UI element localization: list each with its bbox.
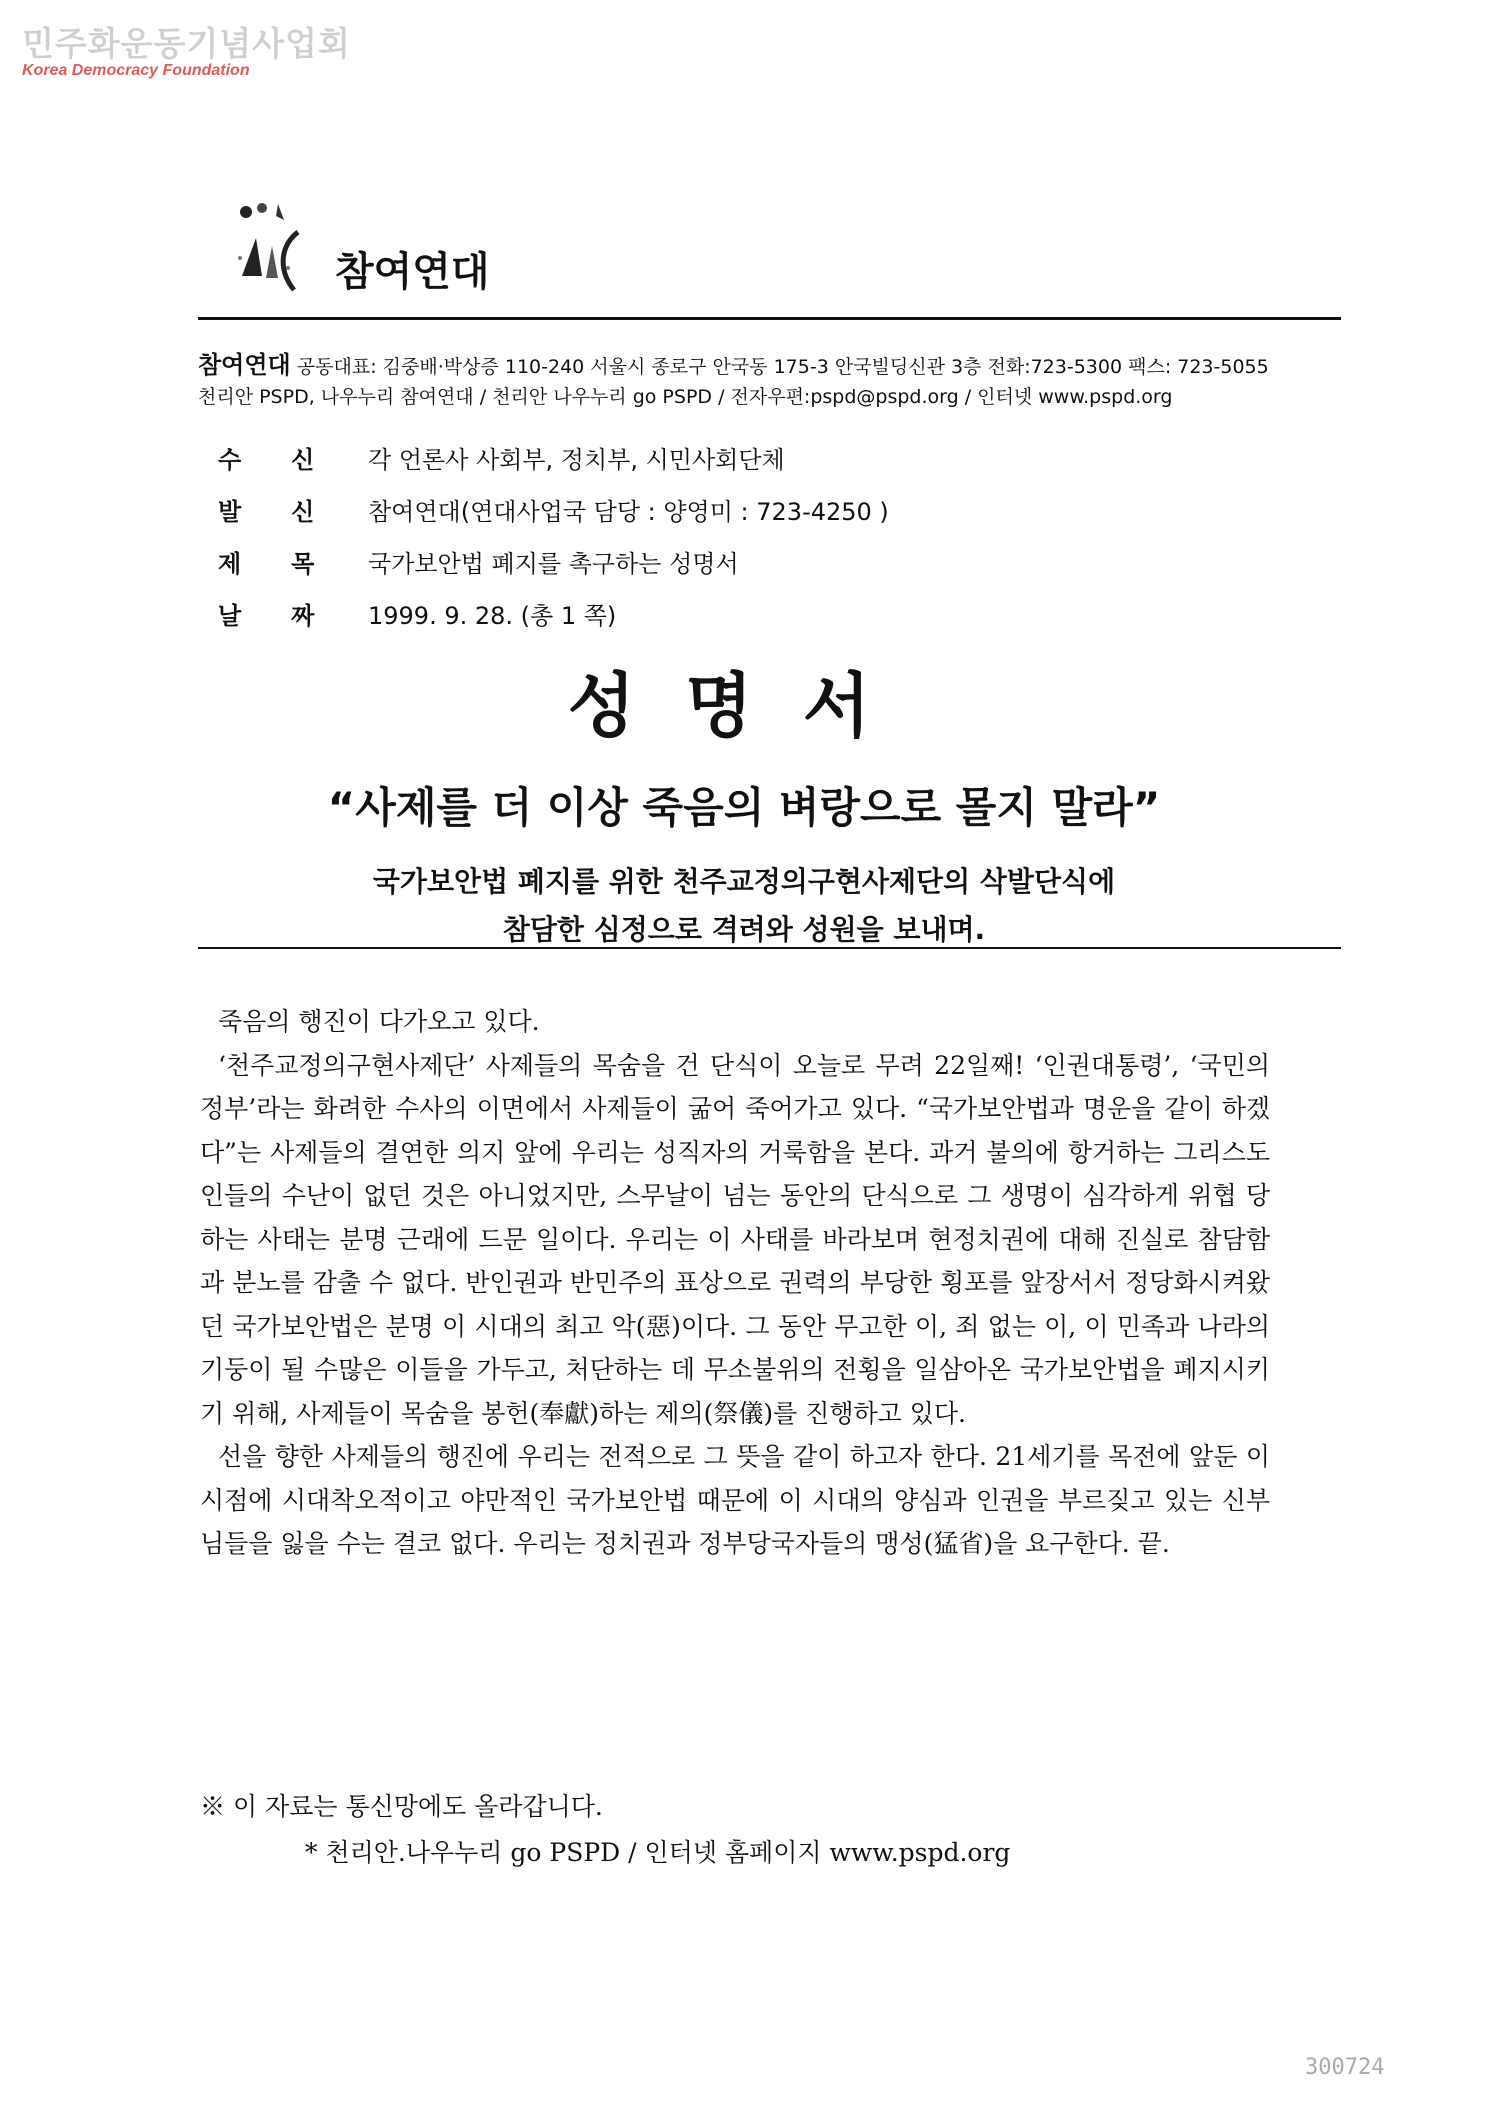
- distribution-note: ※ 이 자료는 통신망에도 올라갑니다.: [200, 1792, 603, 1821]
- document-title: 성명서: [567, 665, 921, 747]
- meta-label: 수신: [218, 446, 365, 474]
- foundation-watermark-english: Korea Democracy Foundation: [22, 62, 250, 79]
- statement-subheading-line1: 국가보안법 폐지를 위한 천주교정의구현사제단의 삭발단식에: [372, 865, 1116, 898]
- archive-stamp: 300724: [1305, 2055, 1385, 2080]
- org-name: 참여연대: [198, 351, 291, 379]
- meta-label: 제목: [218, 550, 365, 578]
- address-line: [198, 345, 1269, 380]
- online-address-note: * 천리안.나우누리 go PSPD / 인터넷 홈페이지 www.pspd.org: [305, 1838, 1011, 1867]
- meta-value: 참여연대(연대사업국 담당 : 양영미 : 723-4250 ): [368, 498, 889, 526]
- pspd-logo-text: 참여연대: [335, 249, 490, 295]
- address-text: 공동대표: 김중배·박상증 110-240 서울시 종로구 안국동 175-3 안국빌딩신관 3층 전화:723-5300 팩스: 723-5055: [296, 356, 1269, 378]
- meta-value: 1999. 9. 28. (총 1 쪽): [368, 602, 617, 630]
- meta-row-date: [218, 596, 616, 631]
- meta-label: 발신: [218, 498, 365, 526]
- statement-headline: “사제를 더 이상 죽음의 벼랑으로 몰지 말라”: [327, 783, 1161, 832]
- meta-value: 각 언론사 사회부, 정치부, 시민사회단체: [368, 446, 785, 474]
- meta-row-recipient: [218, 440, 785, 475]
- contact-line: 천리안 PSPD, 나우누리 참여연대 / 천리안 나우누리 go PSPD / 전자우편:pspd@pspd.org / 인터넷 www.pspd.org: [198, 386, 1173, 408]
- meta-value: 국가보안법 폐지를 촉구하는 성명서: [368, 550, 739, 578]
- body-paragraph: 죽음의 행진이 다가오고 있다.: [218, 1007, 540, 1036]
- foundation-watermark-korean: 민주화운동기념사업회: [22, 24, 351, 63]
- statement-subheading-line2: 참담한 심정으로 격려와 성원을 보내며.: [502, 913, 986, 946]
- body-divider: [198, 947, 1341, 949]
- body-paragraph: ‘천주교정의구현사제단’ 사제들의 목숨을 건 단식이 오늘로 무려 22일째! ‘인권대통령’, ‘국민의정부’라는 화려한 수사의 이면에서 사제들이 굶어 죽어가고 있다. “국가보안법과 명운을 같이 하겠다”는 사제들의 결연한 의지 앞에 우리는 성직자의 거룩함을 본다. 과거 불의에 항거하는 그리스도인들의 수난이 없던 것은 아니었지만, 스무날이 넘는 동안의 단식으로 그 생명이 심각하게 위협 당하는 사태는 분명 근래에 드문 일이다. 우리는 이 사태를 바라보며 현정치권에 대해 진실로 참담함과 분노를 감출 수 없다. 반인권과 반민주의 표상으로 권력의 부당한 횡포를 앞장서서 정당화시켜왔던 국가보안법은 분명 이 시대의 최고 악(惡)이다. 그 동안 무고한 이, 죄 없는 이, 이 민족과 나라의 기둥이 될 수많은 이들을 가두고, 처단하는 데 무소불위의 전횡을 일삼아온 국가보안법을 폐지시키기 위해, 사제들이 목숨을 봉헌(奉獻)하는 제의(祭儀)를 진행하고 있다.: [200, 1050, 1270, 1428]
- meta-row-subject: [218, 544, 739, 579]
- pspd-logo-icon: [232, 198, 327, 303]
- header-divider: [198, 317, 1341, 320]
- meta-row-sender: [218, 492, 889, 527]
- body-paragraph: 선을 향한 사제들의 행진에 우리는 전적으로 그 뜻을 같이 하고자 한다. 21세기를 목전에 앞둔 이 시점에 시대착오적이고 야만적인 국가보안법 때문에 이 시대의 양심과 인권을 부르짖고 있는 신부님들을 잃을 수는 결코 없다. 우리는 정치권과 정부당국자들의 맹성(猛省)을 요구한다. 끝.: [200, 1442, 1270, 1558]
- statement-body: [200, 1000, 1270, 1566]
- meta-label: 날짜: [218, 602, 365, 630]
